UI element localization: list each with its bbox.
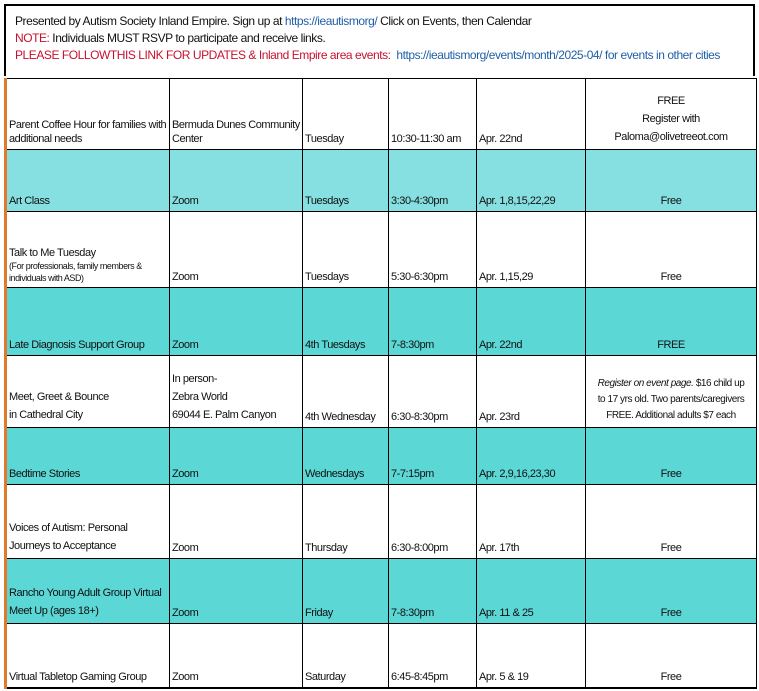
event-location: Zoom bbox=[170, 288, 303, 356]
event-day: Thursday bbox=[303, 485, 389, 559]
event-name: Voices of Autism: Personal Journeys to Acceptance bbox=[6, 485, 170, 559]
event-name: Bedtime Stories bbox=[6, 428, 170, 485]
register-note: Register on event page. bbox=[597, 378, 694, 389]
event-time: 5:30-6:30pm bbox=[389, 212, 477, 288]
ieautism-link[interactable]: https://ieautismorg/ bbox=[284, 14, 378, 28]
table-row bbox=[6, 559, 757, 624]
event-cost: Free bbox=[586, 428, 757, 485]
table-row bbox=[6, 624, 757, 688]
event-date: Apr. 11 & 25 bbox=[477, 559, 586, 624]
event-time: 6:30-8:00pm bbox=[389, 485, 477, 559]
event-location: Zoom bbox=[170, 212, 303, 288]
event-date: Apr. 22nd bbox=[477, 288, 586, 356]
event-day: 4th Tuesdays bbox=[303, 288, 389, 356]
event-location: Zoom bbox=[170, 150, 303, 212]
table-row bbox=[6, 79, 757, 150]
event-name: Talk to Me Tuesday (For professionals, family members & individuals with ASD) bbox=[6, 212, 170, 288]
event-date: Apr. 1,8,15,22,29 bbox=[477, 150, 586, 212]
event-location: Zoom bbox=[170, 485, 303, 559]
events-month-link[interactable]: https://ieautismorg/events/month/2025-04/ bbox=[396, 48, 603, 62]
header-line-1 bbox=[15, 13, 744, 30]
table-row bbox=[6, 212, 757, 288]
event-cost: FREE Register with Paloma@olivetreeot.com bbox=[586, 79, 757, 150]
event-time: 6:45-8:45pm bbox=[389, 624, 477, 688]
header-intro-text: Presented by Autism Society Inland Empire. Sign up at bbox=[15, 14, 285, 28]
event-cost: Free bbox=[586, 624, 757, 688]
note-text: Individuals MUST RSVP to participate and receive links. bbox=[49, 31, 326, 45]
events-table bbox=[4, 78, 757, 689]
table-row bbox=[6, 150, 757, 212]
table-row bbox=[6, 485, 757, 559]
event-time: 6:30-8:30pm bbox=[389, 356, 477, 428]
event-time: 3:30-4:30pm bbox=[389, 150, 477, 212]
updates-notice: PLEASE FOLLOWTHIS LINK FOR UPDATES & Inland Empire area events: bbox=[15, 48, 391, 62]
event-location: Zoom bbox=[170, 559, 303, 624]
event-day: Saturday bbox=[303, 624, 389, 688]
event-time: 7-8:30pm bbox=[389, 288, 477, 356]
header-instructions: Click on Events, then Calendar bbox=[377, 14, 532, 28]
event-audience-note: (For professionals, family members & individuals with ASD) bbox=[9, 261, 142, 283]
event-name: Rancho Young Adult Group Virtual Meet Up (ages 18+) bbox=[6, 559, 170, 624]
event-location: Zoom bbox=[170, 624, 303, 688]
event-day: Tuesdays bbox=[303, 150, 389, 212]
event-date: Apr. 1,15,29 bbox=[477, 212, 586, 288]
event-name: Virtual Tabletop Gaming Group bbox=[6, 624, 170, 688]
event-time: 10:30-11:30 am bbox=[389, 79, 477, 150]
event-time: 7-8:30pm bbox=[389, 559, 477, 624]
event-location: In person- Zebra World 69044 E. Palm Canyon bbox=[170, 356, 303, 428]
event-day: Friday bbox=[303, 559, 389, 624]
event-location: Zoom bbox=[170, 428, 303, 485]
register-email[interactable]: Paloma@olivetreeot.com bbox=[614, 131, 728, 143]
event-cost: Register on event page. $16 child up to 17 yrs old. Two parents/caregivers FREE. Additional adults $7 each bbox=[586, 356, 757, 428]
event-location: Bermuda Dunes Community Center bbox=[170, 79, 303, 150]
event-date: Apr. 2,9,16,23,30 bbox=[477, 428, 586, 485]
event-date: Apr. 5 & 19 bbox=[477, 624, 586, 688]
header-line-2 bbox=[15, 30, 744, 47]
event-name: Art Class bbox=[6, 150, 170, 212]
event-cost: Free bbox=[586, 150, 757, 212]
event-date: Apr. 22nd bbox=[477, 79, 586, 150]
event-name: Meet, Greet & Bounce in Cathedral City bbox=[6, 356, 170, 428]
note-label: NOTE: bbox=[15, 31, 50, 45]
event-day: Tuesdays bbox=[303, 212, 389, 288]
event-day: 4th Wednesday bbox=[303, 356, 389, 428]
event-cost: Free bbox=[586, 559, 757, 624]
table-row bbox=[6, 428, 757, 485]
event-cost: FREE bbox=[586, 288, 757, 356]
header-line-3 bbox=[15, 47, 744, 64]
event-day: Tuesday bbox=[303, 79, 389, 150]
event-cost: Free bbox=[586, 485, 757, 559]
event-day: Wednesdays bbox=[303, 428, 389, 485]
table-row bbox=[6, 288, 757, 356]
events-link-suffix: for events in other cities bbox=[602, 48, 720, 62]
event-date: Apr. 23rd bbox=[477, 356, 586, 428]
event-name: Late Diagnosis Support Group bbox=[6, 288, 170, 356]
event-date: Apr. 17th bbox=[477, 485, 586, 559]
event-time: 7-7:15pm bbox=[389, 428, 477, 485]
event-name: Parent Coffee Hour for families with additional needs bbox=[6, 79, 170, 150]
table-row bbox=[6, 356, 757, 428]
event-cost: Free bbox=[586, 212, 757, 288]
header-notice bbox=[4, 4, 755, 76]
